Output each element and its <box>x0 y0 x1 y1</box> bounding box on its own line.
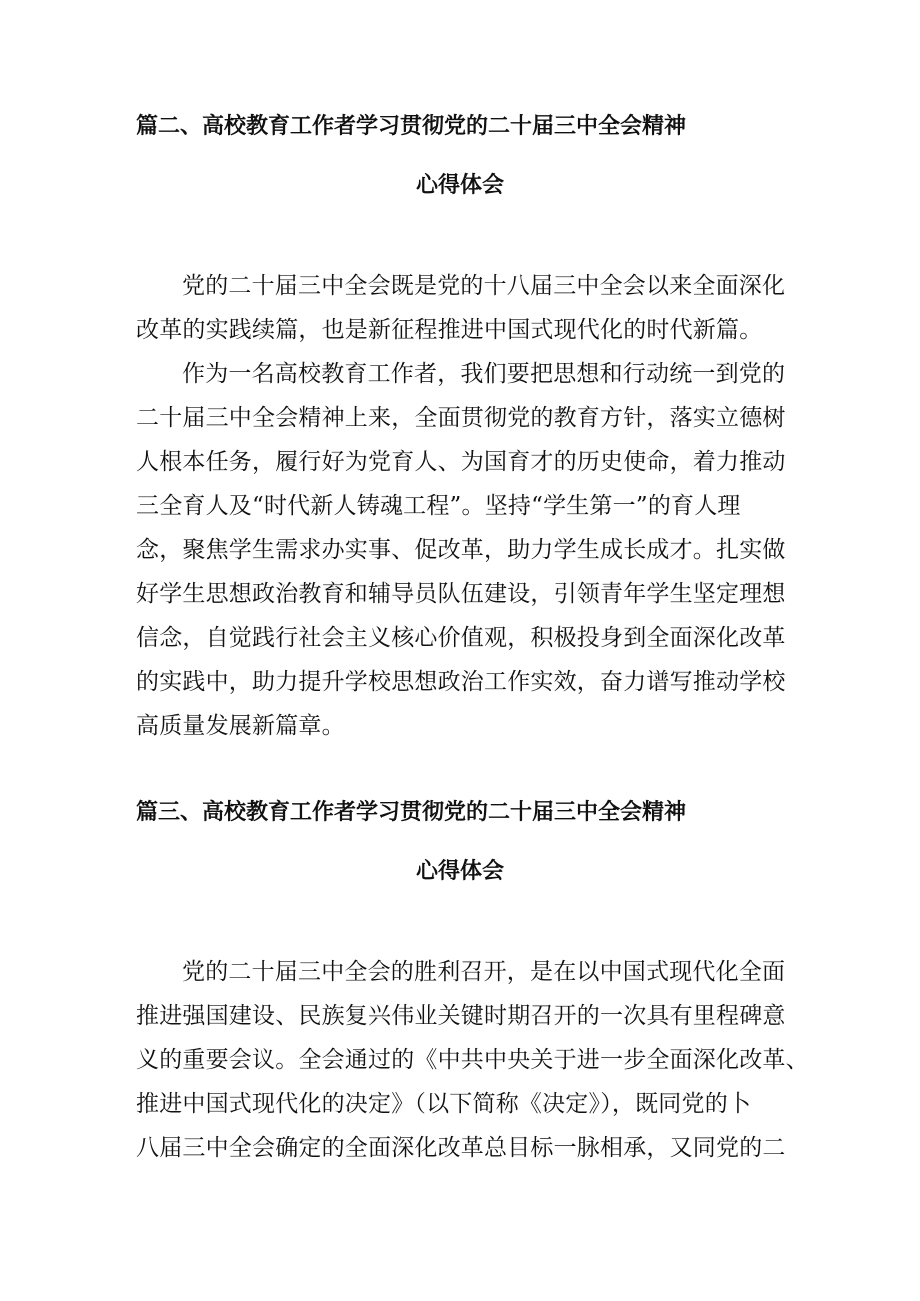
text-line: 作为一名高校教育工作者，我们要把思想和行动统一到党的 <box>182 361 786 387</box>
section-2-paragraph-1 <box>136 264 796 352</box>
section-3-subtitle: 心得体会 <box>415 859 504 884</box>
text-line: 改革的实践续篇，也是新征程推进中国式现代化的时代新篇。 <box>136 317 763 343</box>
text-line: 念，聚焦学生需求办实事、促改革，助力学生成长成才。扎实做 <box>136 537 786 563</box>
text-line: 推进中国式现代化的决定》（以下简称《决定》），既同党的卜 <box>136 1091 752 1117</box>
section-2-title: 篇二、高校教育工作者学习贯彻党的二十届三中全会精神 <box>136 114 687 139</box>
text-line: 信念，自觉践行社会主义核心价值观，积极投身到全面深化改革 <box>136 625 786 651</box>
text-line: 好学生思想政治教育和辅导员队伍建设，引领青年学生坚定理想 <box>136 581 786 607</box>
section-2-paragraph-2 <box>136 352 796 748</box>
section-3-paragraph-1 <box>136 950 809 1170</box>
text-line: 的实践中，助力提升学校思想政治工作实效，奋力谱写推动学校 <box>136 669 786 695</box>
text-line: 党的二十届三中全会的胜利召开，是在以中国式现代化全面 <box>182 959 786 985</box>
text-line: 八届三中全会确定的全面深化改革总目标一脉相承，又同党的二 <box>136 1135 786 1161</box>
text-line: 推进强国建设、民族复兴伟业关键时期召开的一次具有里程碑意 <box>136 1003 786 1029</box>
text-line: 党的二十届三中全会既是党的十八届三中全会以来全面深化 <box>182 273 786 299</box>
text-line: 三全育人及“时代新人铸魂工程”。坚持“学生第一”的育人理 <box>136 493 741 519</box>
text-line: 人根本任务，履行好为党育人、为国育才的历史使命，着力推动 <box>136 449 786 475</box>
section-3-title: 篇三、高校教育工作者学习贯彻党的二十届三中全会精神 <box>136 800 687 825</box>
text-line: 二十届三中全会精神上来，全面贯彻党的教育方针，落实立德树 <box>136 405 786 431</box>
text-line: 义的重要会议。全会通过的《中共中央关于进一步全面深化改革、 <box>136 1047 809 1073</box>
section-2-subtitle: 心得体会 <box>415 173 504 198</box>
text-line: 高质量发展新篇章。 <box>136 713 345 739</box>
